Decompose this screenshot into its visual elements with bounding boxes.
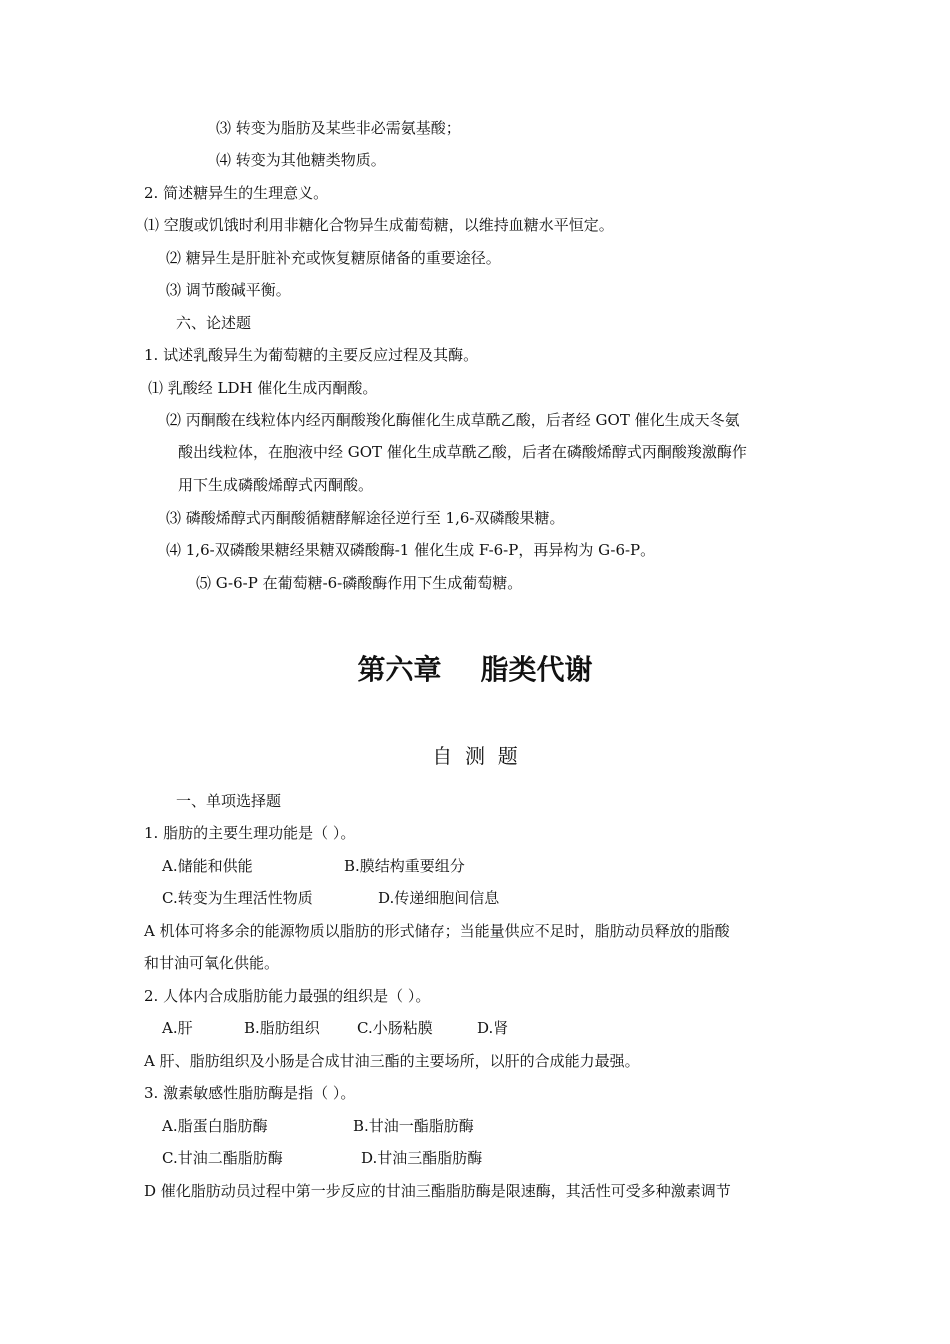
mcq-2-option-c: C.小肠粘膜	[357, 1019, 433, 1037]
question-1: 1. 试述乳酸异生为葡萄糖的主要反应过程及其酶。	[144, 346, 479, 364]
answer-step-3: ⑶ 磷酸烯醇式丙酮酸循糖酵解途径逆行至 1,6-双磷酸果糖。	[166, 509, 565, 527]
answer-step-5: ⑸ G-6-P 在葡萄糖-6-磷酸酶作用下生成葡萄糖。	[196, 574, 523, 592]
answer-step-1: ⑴ 乳酸经 LDH 催化生成丙酮酸。	[148, 379, 378, 397]
mcq-3-option-b: B.甘油一酯脂肪酶	[353, 1117, 474, 1135]
mcq-1-answer-line-1: A 机体可将多余的能源物质以脂肪的形式储存；当能量供应不足时，脂肪动员释放的脂酸	[144, 922, 730, 940]
mcq-question-3: 3. 激素敏感性脂肪酶是指（ ）。	[144, 1084, 356, 1102]
answer-step-2-line-3: 用下生成磷酸烯醇式丙酮酸。	[178, 476, 374, 494]
answer-step-2-line-1: ⑵ 丙酮酸在线粒体内经丙酮酸羧化酶催化生成草酰乙酸，后者经 GOT 催化生成天冬氨	[166, 411, 740, 429]
mcq-2-option-d: D.肾	[477, 1019, 509, 1037]
mcq-1-option-d: D.传递细胞间信息	[378, 889, 500, 907]
mcq-2-option-b: B.脂肪组织	[244, 1019, 320, 1037]
mcq-1-option-a: A.储能和供能	[162, 857, 253, 875]
q2-answer-2: ⑵ 糖异生是肝脏补充或恢复糖原储备的重要途径。	[166, 249, 501, 267]
mcq-3-option-d: D.甘油三酯脂肪酶	[361, 1149, 483, 1167]
q2-answer-3: ⑶ 调节酸碱平衡。	[166, 281, 291, 299]
mcq-question-1: 1. 脂肪的主要生理功能是（ ）。	[144, 824, 356, 842]
mcq-3-answer: D 催化脂肪动员过程中第一步反应的甘油三酯脂肪酶是限速酶，其活性可受多种激素调节	[144, 1182, 731, 1200]
mcq-2-option-a: A.肝	[162, 1019, 193, 1037]
answer-item-4: ⑷ 转变为其他糖类物质。	[216, 151, 386, 169]
mcq-1-option-b: B.膜结构重要组分	[344, 857, 465, 875]
mcq-1-answer-line-2: 和甘油可氧化供能。	[144, 954, 280, 972]
answer-step-4: ⑷ 1,6-双磷酸果糖经果糖双磷酸酶-1 催化生成 F-6-P，再异构为 G-6-P。	[166, 541, 656, 559]
question-2: 2. 简述糖异生的生理意义。	[144, 184, 329, 202]
chapter-title: 第六章 脂类代谢	[357, 653, 593, 686]
mcq-3-option-c: C.甘油二酯脂肪酶	[162, 1149, 283, 1167]
mcq-3-option-a: A.脂蛋白脂肪酶	[162, 1117, 268, 1135]
section-subtitle: 自 测 题	[432, 744, 518, 768]
mcq-2-answer: A 肝、脂肪组织及小肠是合成甘油三酯的主要场所，以肝的合成能力最强。	[144, 1052, 640, 1070]
answer-item-3: ⑶ 转变为脂肪及某些非必需氨基酸；	[216, 119, 461, 137]
q2-answer-1: ⑴ 空腹或饥饿时利用非糖化合物异生成葡萄糖，以维持血糖水平恒定。	[144, 216, 614, 234]
mcq-question-2: 2. 人体内合成脂肪能力最强的组织是（ ）。	[144, 987, 431, 1005]
mcq-1-option-c: C.转变为生理活性物质	[162, 889, 313, 907]
section-heading-mcq: 一、单项选择题	[176, 792, 282, 810]
section-heading: 六、论述题	[176, 314, 252, 332]
answer-step-2-line-2: 酸出线粒体，在胞液中经 GOT 催化生成草酰乙酸，后者在磷酸烯醇式丙酮酸羧激酶作	[178, 443, 747, 461]
